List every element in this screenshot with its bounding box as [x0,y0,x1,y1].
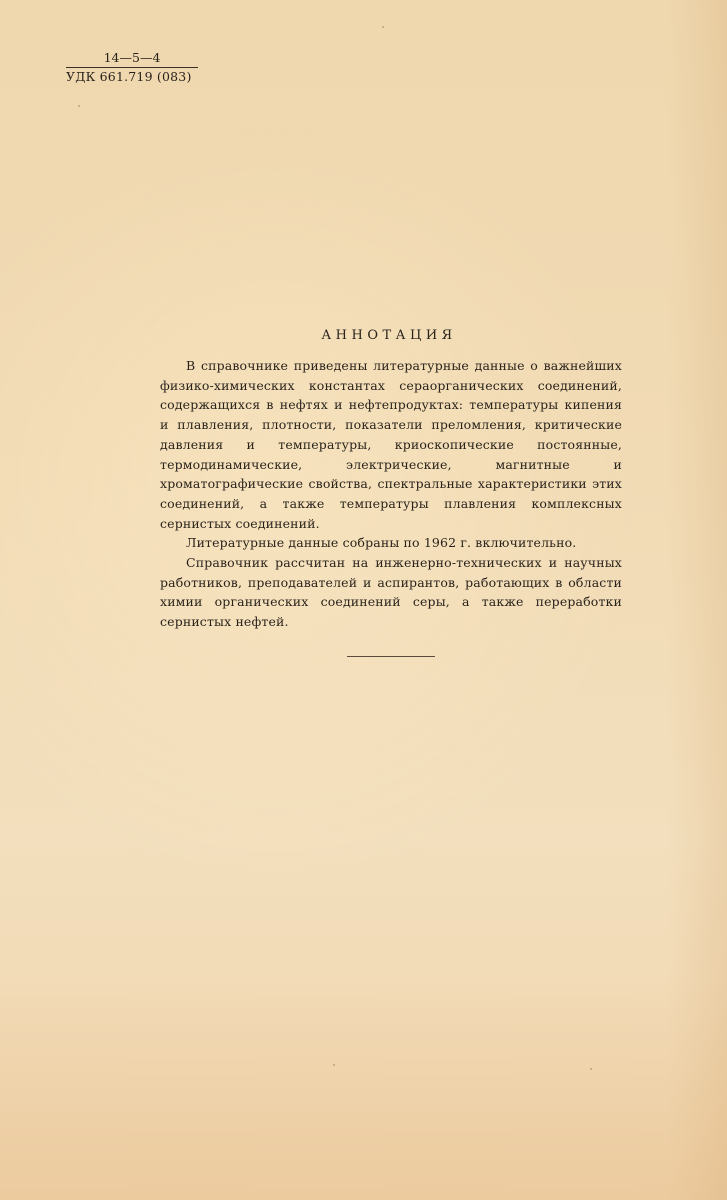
abstract-paragraph-coverage: Литературные данные собраны по 1962 г. включительно. [186,535,577,551]
paper-speck [78,105,80,107]
abstract-heading: АННОТАЦИЯ [321,328,457,343]
paper-speck [333,1064,335,1066]
catalog-code: 14—5—4 [66,50,198,68]
closing-divider [347,656,435,657]
abstract-paragraph-description: В справочнике приведены литературные данные о важнейших физико-химических константах сераорганических соединений, содержащихся в нефтях и нефтепродуктах: температуры кипения и плавления, плотности, показатели преломления, критические давления и температуры, криоскопические постоянные, термодинамические, электрические, магнитные и хроматографические свойства, спектральные характеристики этих соединений, а также температуры плавления комплексных сернистых соединений. [160,358,622,531]
publication-cipher [66,50,198,85]
abstract-paragraph-audience: Справочник рассчитан на инженерно-технических и научных работников, преподавателей и аспирантов, работающих в области химии органических соединений серы, а также переработки сернистых нефтей. [160,555,622,630]
paper-speck [590,1068,592,1070]
paper-bottom-shading [0,980,727,1200]
abstract-body [160,356,622,632]
udc-code: УДК 661.719 (083) [66,69,192,84]
paper-speck [382,26,384,28]
